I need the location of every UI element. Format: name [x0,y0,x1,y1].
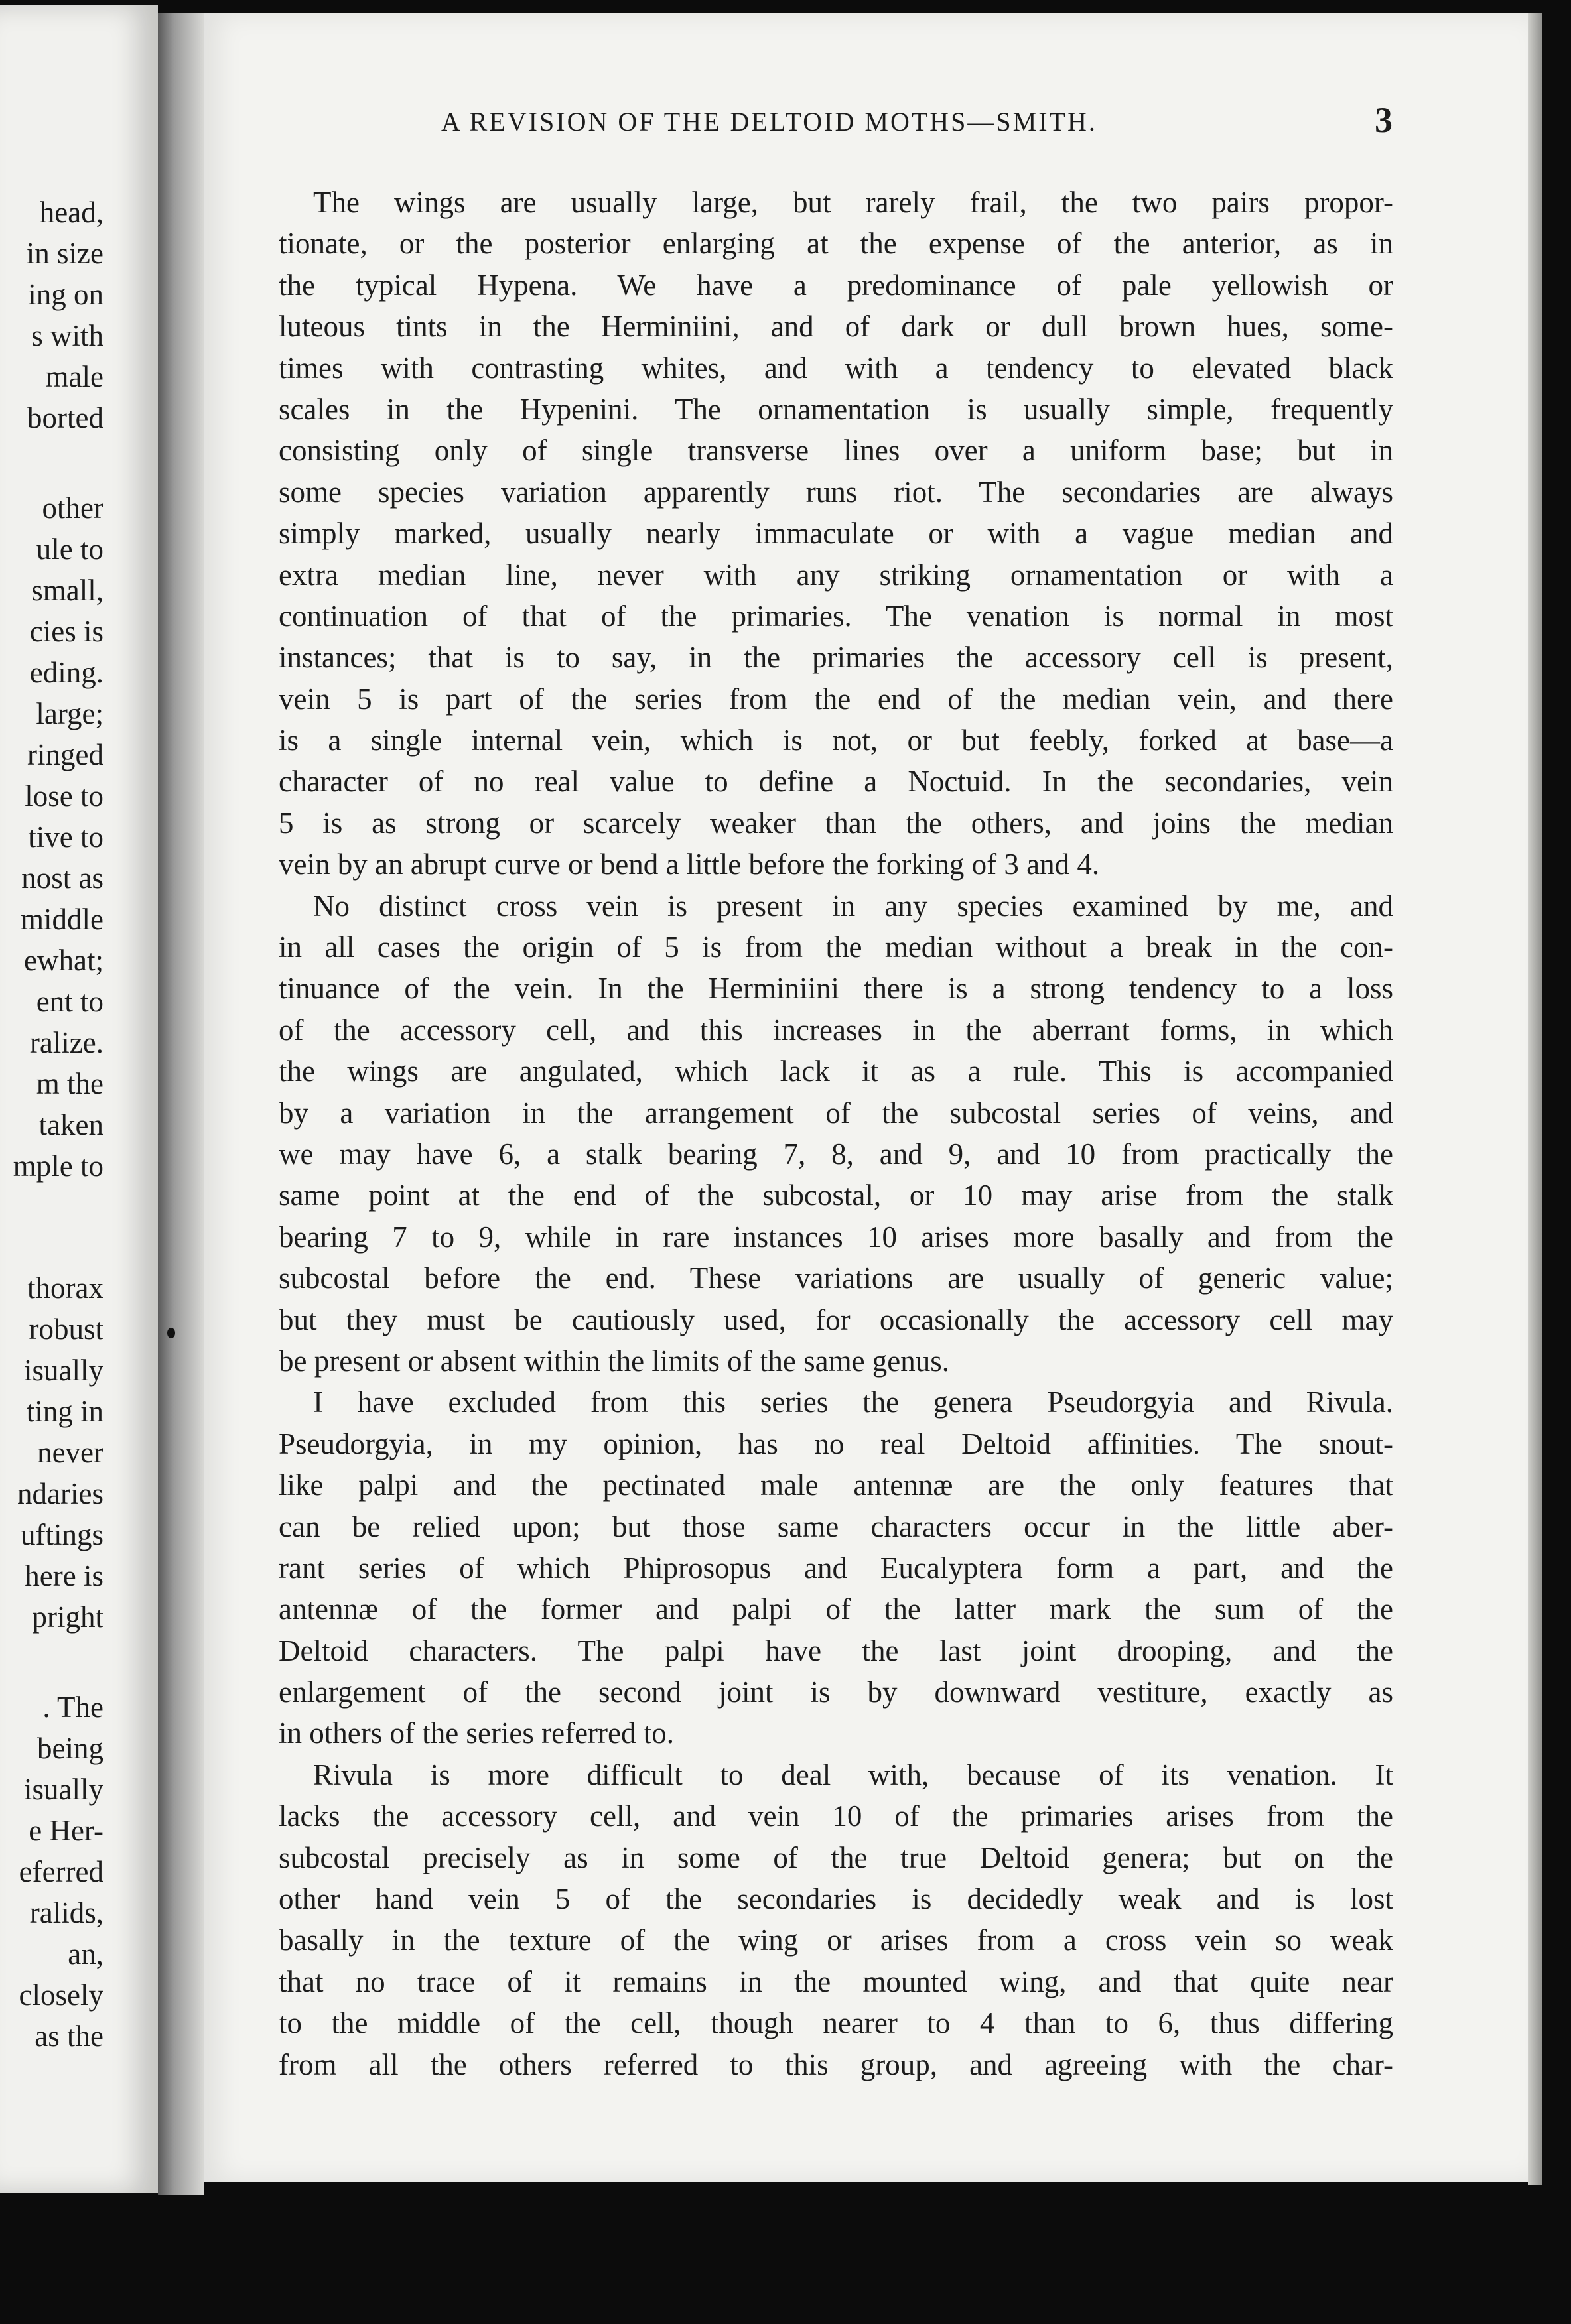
left-page-fragment: other [42,491,103,525]
left-page-fragment: ent to [36,985,103,1018]
body-line: consisting only of single transverse lines over a uniform base; but in [279,434,1393,468]
left-page-fragment: ralize. [29,1026,103,1059]
left-page-fragment: being [37,1732,103,1765]
body-line: luteous tints in the Herminiini, and of dark or dull brown hues, some- [279,310,1393,344]
body-line: same point at the end of the subcostal, or 10 may arise from the stalk [279,1179,1393,1212]
body-line: we may have 6, a stalk bearing 7, 8, and 9, and 10 from practically the [279,1137,1393,1171]
left-page-fragment: m the [36,1067,103,1100]
body-line: by a variation in the arrangement of the subcostal series of veins, and [279,1096,1393,1130]
left-page-fragment: ewhat; [24,944,103,977]
left-page-fragment: cies is [29,615,103,648]
left-page-fragment: large; [36,697,103,730]
body-line: be present or absent within the limits of the same genus. [279,1344,950,1378]
left-page-fragment: taken [38,1108,103,1141]
body-line: Deltoid characters. The palpi have the last joint drooping, and the [279,1634,1393,1667]
left-page-fragment: in size [26,237,103,270]
body-line: antennæ of the former and palpi of the latter mark the sum of the [279,1592,1393,1626]
left-page-fragment: ule to [36,533,103,566]
body-line: in all cases the origin of 5 is from the median without a break in the con- [279,931,1393,964]
body-line: the wings are angulated, which lack it as a rule. This is accompanied [279,1055,1393,1088]
left-page-fragment: s with [31,319,103,352]
book-gutter [158,13,204,2195]
left-page-fragment: ringed [27,738,103,771]
left-page-fragment: e Her- [29,1814,103,1847]
left-page-fragment: robust [29,1313,103,1346]
body-line: to the middle of the cell, though nearer to 4 than to 6, thus differing [279,2006,1393,2040]
left-page-fragment: male [45,360,103,393]
left-page-fragment: an, [68,1937,103,1970]
page-number: 3 [1375,100,1393,140]
body-line: I have excluded from this series the genera Pseudorgyia and Rivula. [313,1386,1393,1419]
left-page-fragment: as the [34,2020,103,2053]
body-line: is a single internal vein, which is not, or but feebly, forked at base—a [279,724,1393,757]
body-line: Pseudorgyia, in my opinion, has no real Deltoid affinities. The snout- [279,1427,1393,1460]
body-line: 5 is as strong or scarcely weaker than the others, and joins the median [279,806,1393,840]
body-line: lacks the accessory cell, and vein 10 of the primaries arises from the [279,1799,1393,1833]
left-page-fragment: closely [19,1978,103,2012]
left-page-fragment: borted [27,401,103,434]
body-line: subcostal precisely as in some of the true Deltoid genera; but on the [279,1840,1393,1874]
left-page-fragment: isually [24,1354,103,1387]
body-line: enlargement of the second joint is by downward vestiture, exactly as [279,1675,1393,1709]
running-head: A REVISION OF THE DELTOID MOTHS—SMITH. [441,107,1097,137]
left-page-fragment: eferred [19,1855,103,1888]
body-line: character of no real value to define a Noctuid. In the secondaries, vein [279,765,1393,799]
body-line: can be relied upon; but those same characters occur in the little aber- [279,1510,1393,1543]
left-page-fragment: tive to [28,820,103,854]
body-line: tinuance of the vein. In the Herminiini there is a strong tendency to a loss [279,972,1393,1005]
body-line: bearing 7 to 9, while in rare instances 10 arises more basally and from the [279,1220,1393,1254]
left-page-fragment: pright [32,1600,103,1634]
body-line: tionate, or the posterior enlarging at the expense of the anterior, as in [279,227,1393,261]
left-page-fragment: uftings [20,1518,103,1551]
left-page-fragment: ing on [28,278,103,311]
left-page-fragment: mple to [13,1149,103,1183]
body-line: but they must be cautiously used, for occasionally the accessory cell may [279,1303,1393,1336]
body-line: other hand vein 5 of the secondaries is decidedly weak and is lost [279,1882,1393,1916]
left-page-fragment: here is [25,1559,103,1592]
body-line: the typical Hypena. We have a predominance of pale yellowish or [279,268,1393,302]
left-page-fragment: . The [42,1691,103,1724]
body-line: of the accessory cell, and this increases in the aberrant forms, in which [279,1013,1393,1047]
body-line: in others of the series referred to. [279,1716,675,1750]
left-page-fragment: never [37,1436,103,1469]
left-page-fragment: lose to [25,779,103,812]
left-page-fragment: ndaries [17,1477,103,1510]
body-line: like palpi and the pectinated male antennæ are the only features that [279,1468,1393,1502]
body-line: basally in the texture of the wing or arises from a cross vein so weak [279,1923,1393,1957]
left-page-fragment: ting in [26,1395,103,1428]
left-page-fragment: small, [31,574,103,607]
body-line: from all the others referred to this group, and agreeing with the char- [279,2047,1393,2081]
body-line: No distinct cross vein is present in any species examined by me, and [313,889,1393,923]
body-line: that no trace of it remains in the mounted wing, and that quite near [279,1965,1393,1998]
body-line: subcostal before the end. These variations are usually of generic value; [279,1261,1393,1295]
page-edge [1528,13,1542,2185]
left-page-fragment: isually [24,1773,103,1806]
body-line: extra median line, never with any striking ornamentation or with a [279,558,1393,592]
body-line: scales in the Hypenini. The ornamentation is usually simple, frequently [279,392,1393,426]
body-line: vein by an abrupt curve or bend a little before the forking of 3 and 4. [279,848,1100,881]
left-page-fragment: thorax [27,1271,103,1305]
body-line: vein 5 is part of the series from the end of the median vein, and there [279,682,1393,716]
body-line: rant series of which Phiprosopus and Eucalyptera form a part, and the [279,1551,1393,1584]
body-text [279,182,1393,2085]
body-line: times with contrasting whites, and with a tendency to elevated black [279,351,1393,385]
left-page-fragment: eding. [29,656,103,689]
body-line: simply marked, usually nearly immaculate or with a vague median and [279,517,1393,550]
body-line: some species variation apparently runs riot. The secondaries are always [279,475,1393,509]
left-page-fragment: head, [39,196,103,229]
left-page-fragment: nost as [21,862,103,895]
left-page-fragment: middle [21,903,103,936]
left-page-fragment: ralids, [29,1896,103,1929]
left-facing-page [0,5,158,2193]
ink-spot [167,1328,175,1338]
body-line: Rivula is more difficult to deal with, because of its venation. It [313,1758,1393,1791]
body-line: continuation of that of the primaries. The venation is normal in most [279,599,1393,633]
body-line: instances; that is to say, in the primaries the accessory cell is present, [279,641,1393,675]
body-line: The wings are usually large, but rarely frail, the two pairs propor- [313,186,1393,219]
